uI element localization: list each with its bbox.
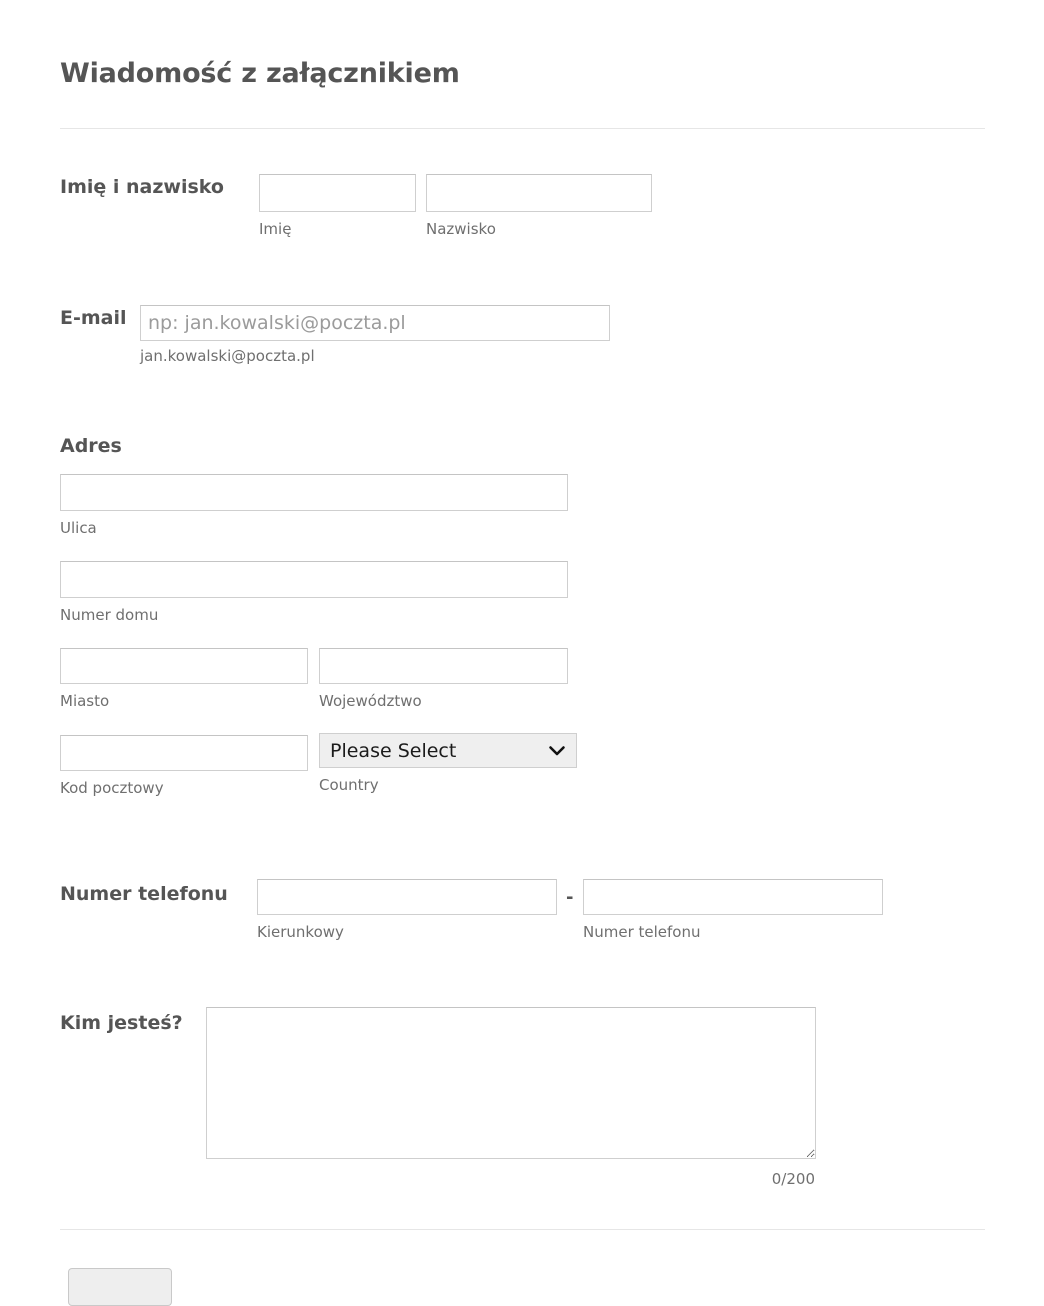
last-name-sublabel: Nazwisko <box>426 220 496 238</box>
state-input[interactable] <box>319 648 568 684</box>
email-label: E-mail <box>60 307 127 329</box>
phone-number-sublabel: Numer telefonu <box>583 923 701 941</box>
fullname-label: Imię i nazwisko <box>60 176 224 198</box>
header-divider <box>60 128 985 129</box>
email-input[interactable] <box>140 305 610 341</box>
street-sublabel: Ulica <box>60 519 97 537</box>
address-heading: Adres <box>60 435 122 457</box>
phone-area-code-input[interactable] <box>257 879 557 915</box>
first-name-sublabel: Imię <box>259 220 292 238</box>
email-sublabel: jan.kowalski@poczta.pl <box>140 347 315 365</box>
state-sublabel: Województwo <box>319 692 422 710</box>
phone-separator: - <box>566 887 574 908</box>
house-number-sublabel: Numer domu <box>60 606 159 624</box>
page-title: Wiadomość z załącznikiem <box>60 58 460 89</box>
about-textarea[interactable] <box>206 1007 816 1159</box>
submit-button[interactable] <box>68 1268 172 1306</box>
footer-divider <box>60 1229 985 1230</box>
character-counter: 0/200 <box>771 1170 815 1188</box>
country-select[interactable] <box>319 733 577 768</box>
postal-code-sublabel: Kod pocztowy <box>60 779 164 797</box>
city-sublabel: Miasto <box>60 692 110 710</box>
phone-label: Numer telefonu <box>60 883 228 905</box>
postal-code-input[interactable] <box>60 735 308 771</box>
street-input[interactable] <box>60 474 568 511</box>
country-sublabel: Country <box>319 776 379 794</box>
phone-number-input[interactable] <box>583 879 883 915</box>
first-name-input[interactable] <box>259 174 416 212</box>
last-name-input[interactable] <box>426 174 652 212</box>
phone-area-code-sublabel: Kierunkowy <box>257 923 344 941</box>
city-input[interactable] <box>60 648 308 684</box>
house-number-input[interactable] <box>60 561 568 598</box>
about-label: Kim jesteś? <box>60 1012 183 1034</box>
